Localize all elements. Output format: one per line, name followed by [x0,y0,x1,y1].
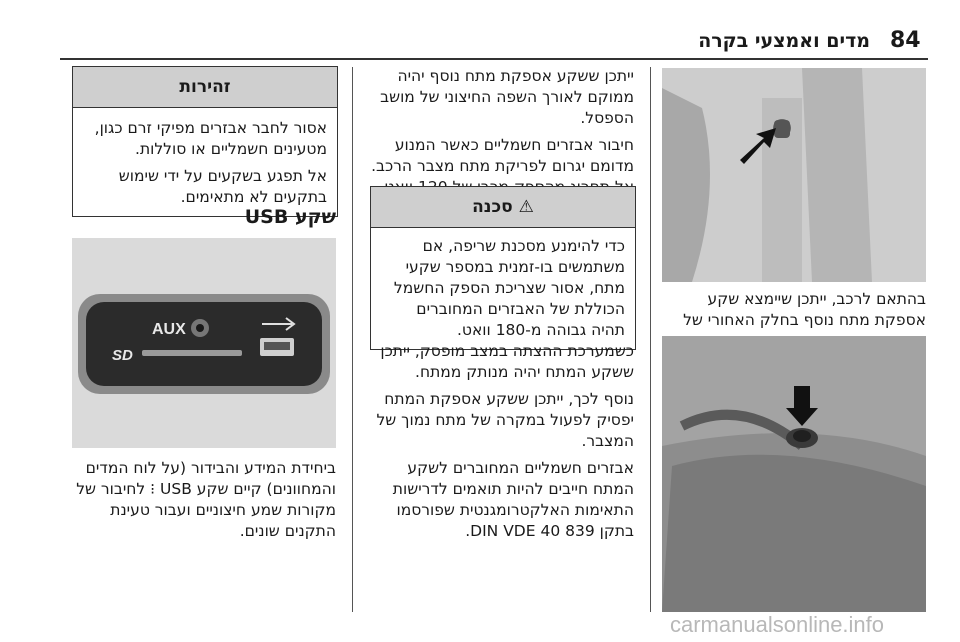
aux-label: AUX [152,321,186,338]
page-number: 84 [890,28,921,53]
seat-socket-paragraph: ייתכן ששקע אספקת מתח נוסף יהיה ממוקם לאורך השפה החיצוני של מושב הספסל. [380,67,634,127]
usb-description: ביחידת המידע והבידור (על לוח המדים והמחוונים) קיים שקע USB ⁝ לחיבור של מקורות שמע חיצוניים ועבור טעינת התקנים שונים. [76,459,336,540]
caution-box-header [73,67,337,108]
danger-box-header [371,187,635,228]
header-rule [60,58,928,60]
column-separator [650,67,651,612]
low-voltage-paragraph: נוסף לכך, ייתכן ששקע אספקת המתח יפסיק לפעול במקרה של מתח נמוך של המצבר. [376,390,634,450]
middle-column-text-top [370,66,634,204]
column-separator [352,67,353,612]
watermark: carmanualsonline.info [670,612,885,637]
engine-off-paragraph: חיבור אבזרים חשמליים כאשר המנוע מדומם יגרום לפריקת מתח מצבר הרכב. [371,136,634,175]
caution-box-body [73,108,337,216]
rear-seat-socket-illustration [662,336,926,612]
danger-box [370,186,636,350]
danger-box-title: סכנה [472,197,513,217]
caution-box-title: זהירות [179,77,231,97]
caution-text-2: אל תפגע בשקעים על ידי שימוש בתקעים לא מתאימים. [118,167,327,206]
left-column-text [72,458,336,548]
rear-seat-socket-photo [662,336,926,612]
usb-panel-photo [72,238,336,448]
usb-section-heading: שקע USB [244,206,336,228]
emc-paragraph: אבזרים חשמליים המחוברים לשקע המתח חייבים להיות תואמים לדרישות התאימות האלקטרומגנטית שפורסמו בתקן DIN VDE 40 839. [392,459,634,540]
danger-box-text: כדי להימנע מסכנת שריפה, אם משתמשים בו-זמנית במספר שקעי מתח, אסור שצריכת הספק החשמל הכוללת של האבזרים המחוברים תהיה גבוהה מ-180 וואט. [393,237,625,339]
rear-socket-caption: בהתאם לרכב, ייתכן שיימצא שקע אספקת מתח נוסף בחלק האחורי של [683,290,926,329]
middle-column-text-bottom [370,341,634,548]
caution-box [72,66,338,217]
warning-triangle-icon: ⚠ [518,197,534,217]
side-panel-socket-photo [662,68,926,282]
danger-box-body [371,228,635,349]
running-title: מדים ואמצעי בקרה [698,30,870,52]
side-panel-socket-illustration [662,68,926,282]
usb-panel-illustration [72,238,336,448]
caution-text-1: אסור לחבר אבזרים מפיקי זרם כגון, מטעינים חשמליים או סוללות. [94,119,327,158]
sd-label: SD [112,347,133,364]
ignition-off-paragraph: כשמערכת ההצתה במצב מופסק, ייתכן ששקע המתח יהיה מנותק ממתח. [380,342,634,381]
